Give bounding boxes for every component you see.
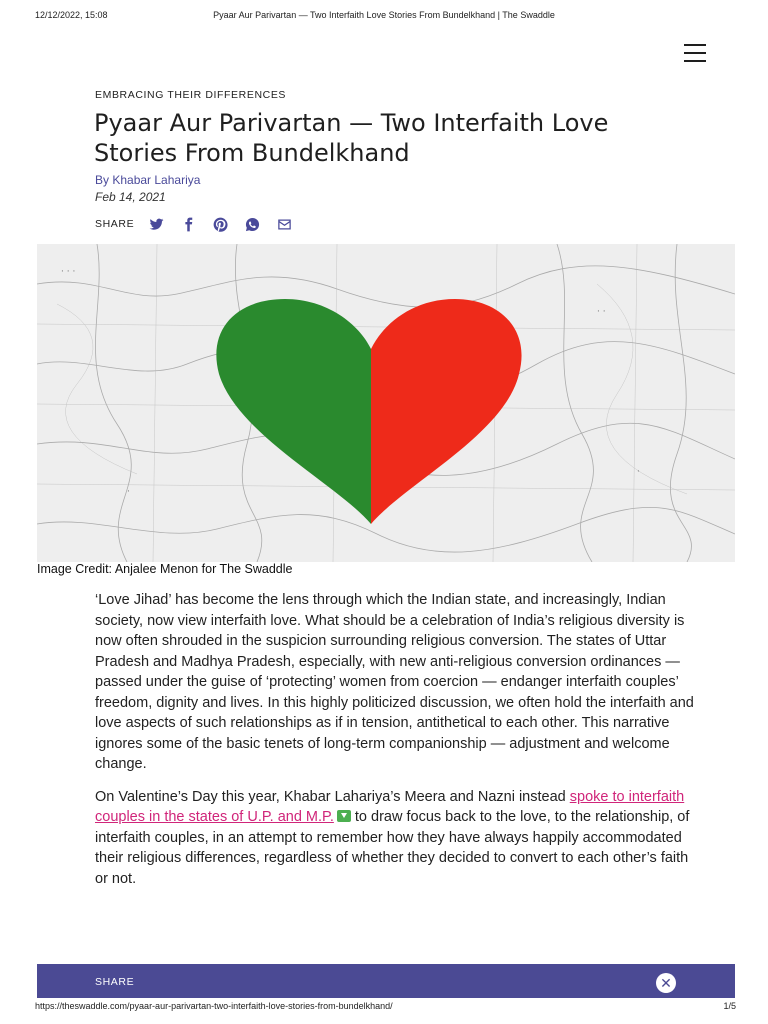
external-link-icon[interactable] [337,810,351,822]
share-row [95,214,306,234]
image-credit: Image Credit: Anjalee Menon for The Swaddle [37,562,293,576]
print-header [0,10,768,24]
paragraph-2 [95,787,695,890]
facebook-icon[interactable] [178,214,198,234]
twitter-icon[interactable] [146,214,166,234]
byline [95,173,200,187]
interfaith-couples-link[interactable]: spoke to interfaith couples in the states of U.P. and M.P. [95,788,685,825]
pinterest-icon[interactable] [210,214,230,234]
publish-date: Feb 14, 2021 [95,190,166,204]
print-datetime: 12/12/2022, 15:08 [35,10,108,20]
article-body [95,590,695,901]
print-footer [0,1001,768,1015]
byline-prefix: By [95,173,113,187]
share-label: SHARE [95,218,135,230]
email-icon[interactable] [274,214,294,234]
whatsapp-icon[interactable] [242,214,262,234]
share-bar-label[interactable]: SHARE [95,976,135,988]
hamburger-menu-icon[interactable] [684,44,706,62]
svg-text:·: · [637,467,640,477]
paragraph-2-end: to draw focus back to the love, to the relationship, of interfaith couples, in an attempt to remember how they have always happily accommodated their religious differences, regardless of whether they decided to convert to each other’s faith or not. [95,809,690,887]
svg-text:· · ·: · · · [61,267,76,277]
print-page-number: 1/5 [723,1001,736,1011]
author-link[interactable]: Khabar Lahariya [112,173,201,187]
article-kicker[interactable]: EMBRACING THEIR DIFFERENCES [95,89,287,101]
close-icon[interactable]: ✕ [656,973,676,993]
paragraph-1: ‘Love Jihad’ has become the lens through which the Indian state, and increasingly, Indian society, now view interfaith love. What should be a celebration of India’s religious diversity is now often shrouded in the suspicion surrounding religious conversion. The states of Uttar Pradesh and Madhya Pradesh, especially, with new anti-religious conversion ordinances — passed under the guise of ‘protecting’ women from coercion — endanger interfaith couples’ freedom, dignity and lives. In this highly politicized discussion, we often hold the interfaith and love aspects of such relationships as if in tension, antithetical to each other. This narrative ignores some of the basic tenets of long-term companionship — adjustment and welcome change. [95,592,694,772]
print-url: https://theswaddle.com/pyaar-aur-parivartan-two-interfaith-love-stories-from-bundelkhand/ [35,1001,393,1011]
sticky-share-bar [37,964,735,998]
paragraph-2-start: On Valentine’s Day this year, Khabar Lahariya’s Meera and Nazni instead [95,788,570,805]
hero-image [37,244,735,562]
map-heart-illustration [37,244,735,562]
article-headline: Pyaar Aur Parivartan — Two Interfaith Love Stories From Bundelkhand [94,109,609,167]
svg-text:·: · [127,487,130,497]
svg-text:· ·: · · [597,307,606,317]
print-page-title: Pyaar Aur Parivartan — Two Interfaith Love Stories From Bundelkhand | The Swaddle [213,10,555,20]
